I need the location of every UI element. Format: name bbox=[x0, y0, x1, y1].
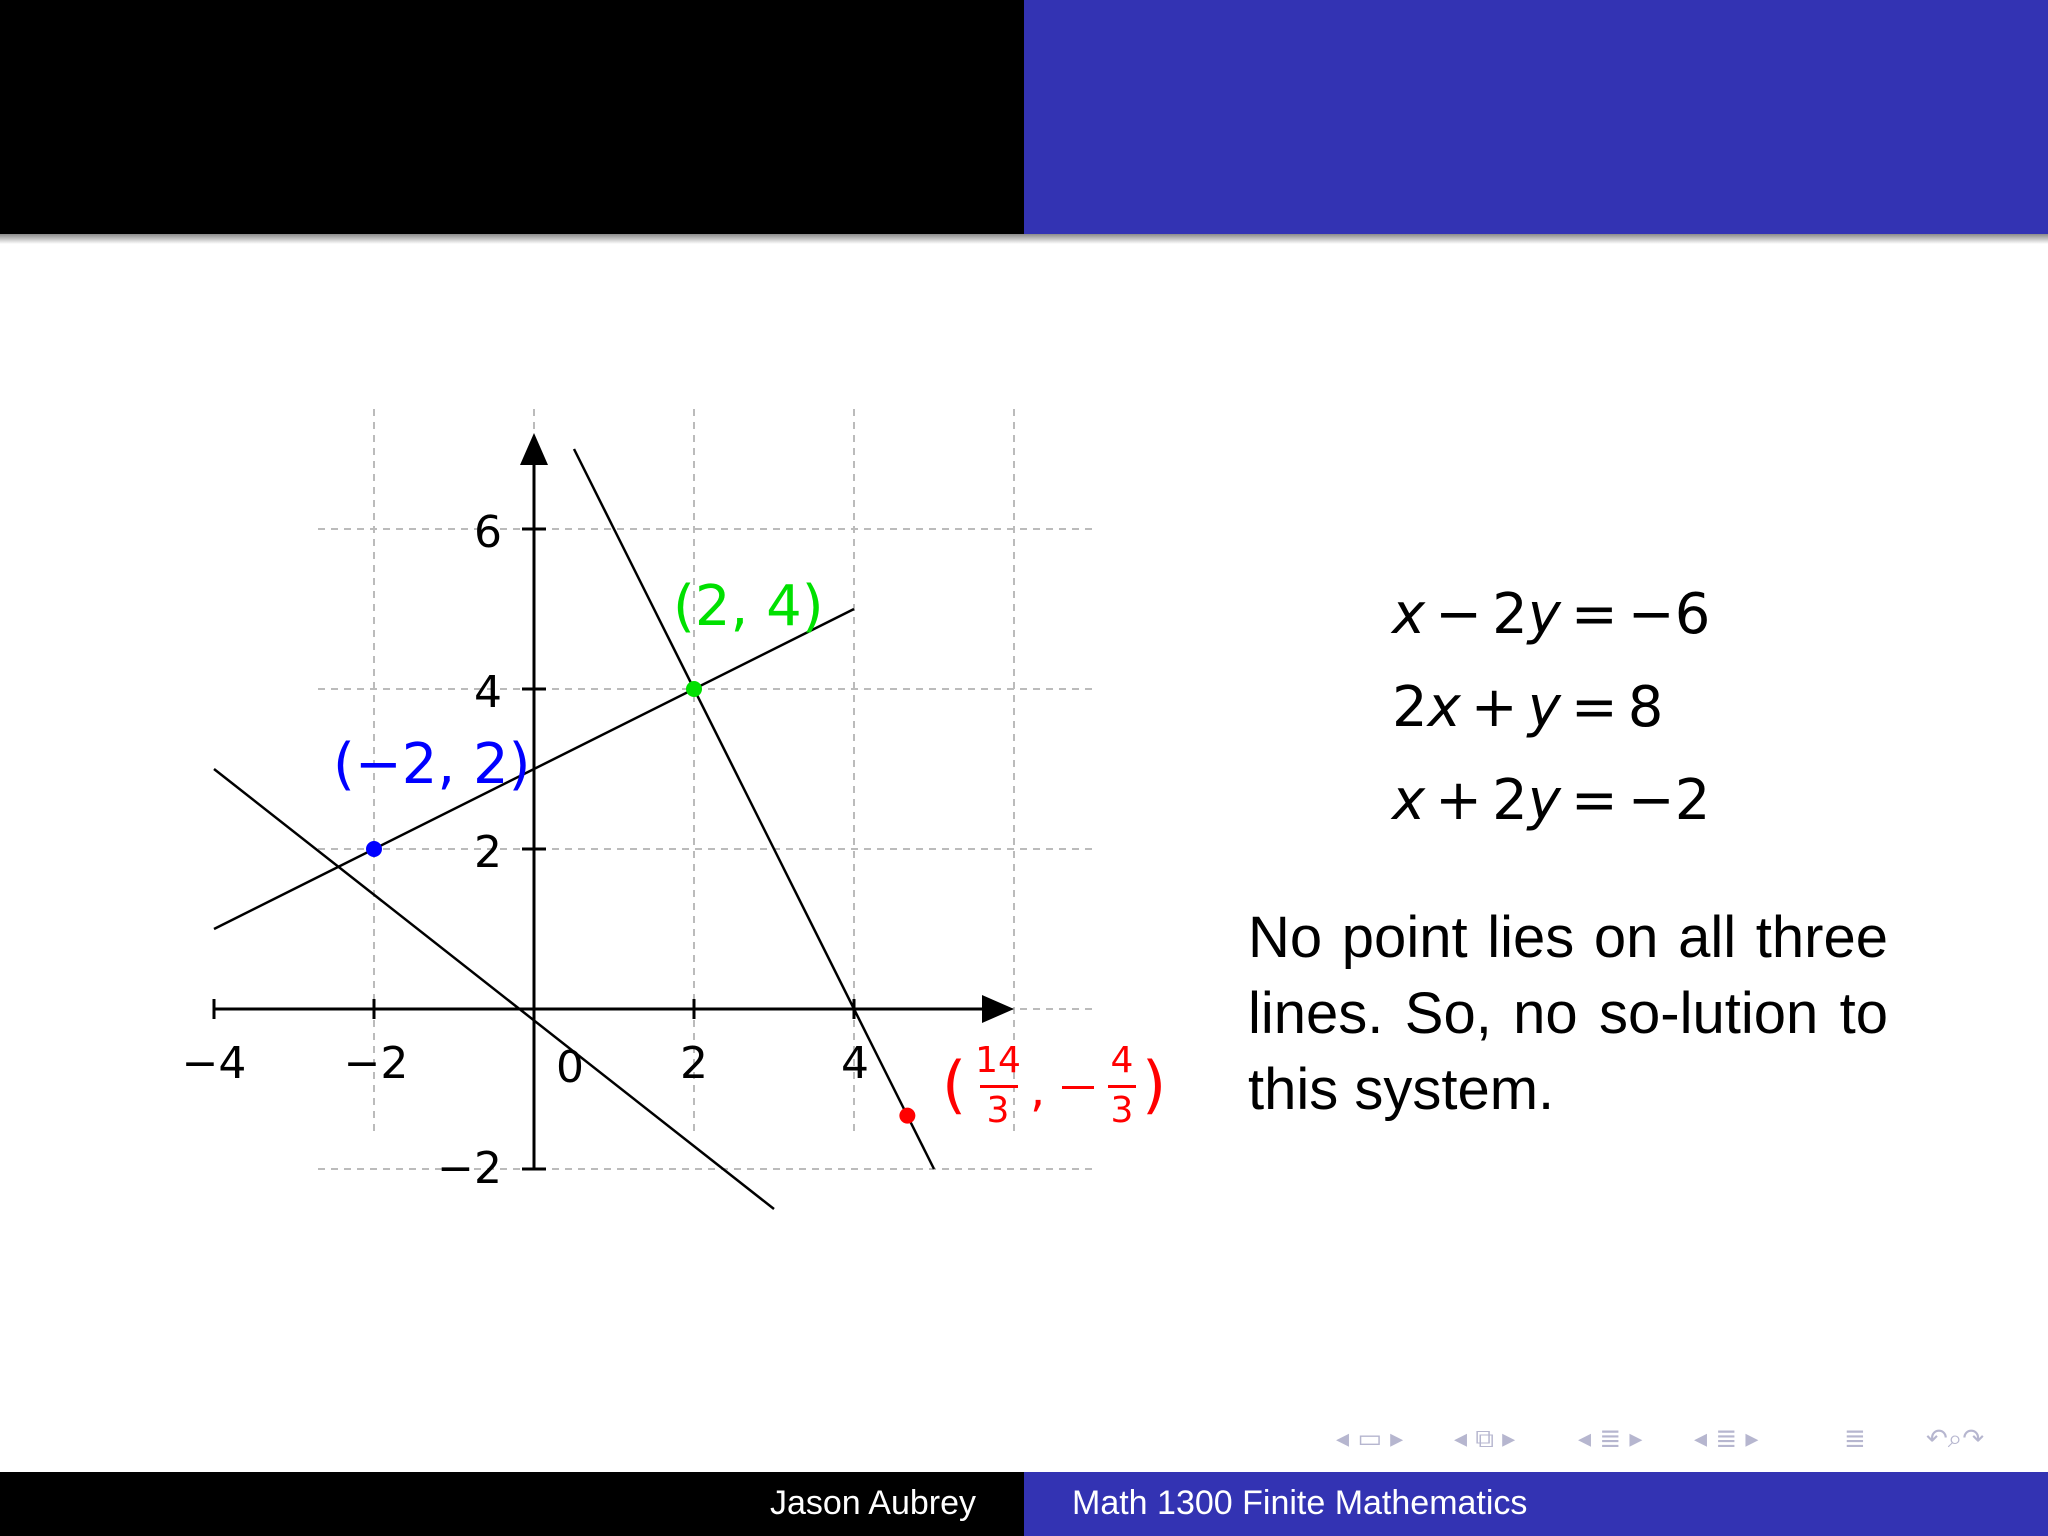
equation-2 bbox=[1392, 668, 1710, 761]
eq3-constant: −2 bbox=[1627, 768, 1711, 833]
x-tick-label: 4 bbox=[841, 1038, 869, 1089]
footer-right-panel bbox=[1024, 1472, 2048, 1536]
intersection-point bbox=[686, 681, 702, 697]
fraction-denominator: 3 bbox=[986, 1090, 1010, 1131]
section-icon[interactable]: ◂ ≣ ▸ bbox=[1694, 1424, 1759, 1454]
fraction-numerator: 14 bbox=[975, 1040, 1021, 1081]
y-tick-label: 4 bbox=[474, 667, 502, 718]
conclusion-text: No point lies on all three lines. So, no so-lution to this system. bbox=[1248, 905, 1888, 1122]
fraction-bar bbox=[980, 1085, 1018, 1088]
intersection-point bbox=[899, 1108, 915, 1124]
eq3-term-a: x bbox=[1392, 768, 1426, 833]
eq3-equals: = bbox=[1570, 768, 1618, 833]
equation-1 bbox=[1392, 575, 1710, 668]
y-tick-label: 2 bbox=[474, 827, 502, 878]
x-tick-label: −4 bbox=[181, 1038, 247, 1089]
minus-sign bbox=[1062, 1086, 1094, 1089]
eq2-equals: = bbox=[1570, 675, 1618, 740]
frame-icon[interactable]: ◂ ⧉ ▸ bbox=[1454, 1424, 1516, 1454]
search-icon[interactable]: ↶⌕↷ bbox=[1926, 1424, 1985, 1454]
y-axis-arrow bbox=[520, 433, 548, 465]
footer-course: Math 1300 Finite Mathematics bbox=[1072, 1484, 1528, 1522]
x-axis-arrow bbox=[982, 995, 1014, 1023]
eq1-term-a: x bbox=[1392, 582, 1426, 647]
x-tick-label: −2 bbox=[343, 1038, 409, 1089]
footer-author: Jason Aubrey bbox=[769, 1484, 976, 1522]
appendix-icon[interactable]: ≣ bbox=[1844, 1424, 1866, 1454]
first-frame-icon[interactable]: ◂ ▭ ▸ bbox=[1336, 1424, 1404, 1454]
x-tick-label: 0 bbox=[556, 1042, 584, 1093]
fraction-bar bbox=[1108, 1085, 1136, 1088]
eq1-constant: −6 bbox=[1627, 582, 1711, 647]
eq2-term-b: y bbox=[1527, 675, 1561, 740]
eq1-operator: − bbox=[1435, 582, 1483, 647]
equation-3 bbox=[1392, 761, 1710, 854]
eq3-operator: + bbox=[1435, 768, 1483, 833]
equation-system bbox=[1392, 575, 1710, 854]
point-label-blue: (−2, 2) bbox=[333, 732, 531, 797]
y-tick-label: 6 bbox=[474, 507, 502, 558]
eq2-constant: 8 bbox=[1627, 675, 1664, 740]
axes bbox=[214, 433, 1014, 1169]
plotted-lines bbox=[214, 449, 934, 1209]
footer-left-panel bbox=[0, 1472, 1024, 1536]
point-label-green: (2, 4) bbox=[673, 574, 824, 639]
subsection-icon[interactable]: ◂ ≣ ▸ bbox=[1578, 1424, 1643, 1454]
fraction-denominator: 3 bbox=[1110, 1090, 1134, 1131]
x-tick-label: 2 bbox=[680, 1038, 708, 1089]
eq1-equals: = bbox=[1570, 582, 1618, 647]
eq3-term-b: 2y bbox=[1492, 768, 1561, 833]
close-paren: ) bbox=[1142, 1048, 1167, 1121]
fraction-numerator: 4 bbox=[1110, 1040, 1134, 1081]
eq1-term-b: 2y bbox=[1492, 582, 1561, 647]
point-label-red bbox=[942, 1040, 1166, 1131]
open-paren: ( bbox=[942, 1048, 967, 1121]
comma: , bbox=[1030, 1062, 1046, 1118]
eq2-operator: + bbox=[1470, 675, 1518, 740]
intersection-point bbox=[366, 841, 382, 857]
y-tick-label: −2 bbox=[437, 1143, 502, 1194]
series-line bbox=[574, 449, 934, 1169]
eq2-term-a: 2x bbox=[1392, 675, 1461, 740]
